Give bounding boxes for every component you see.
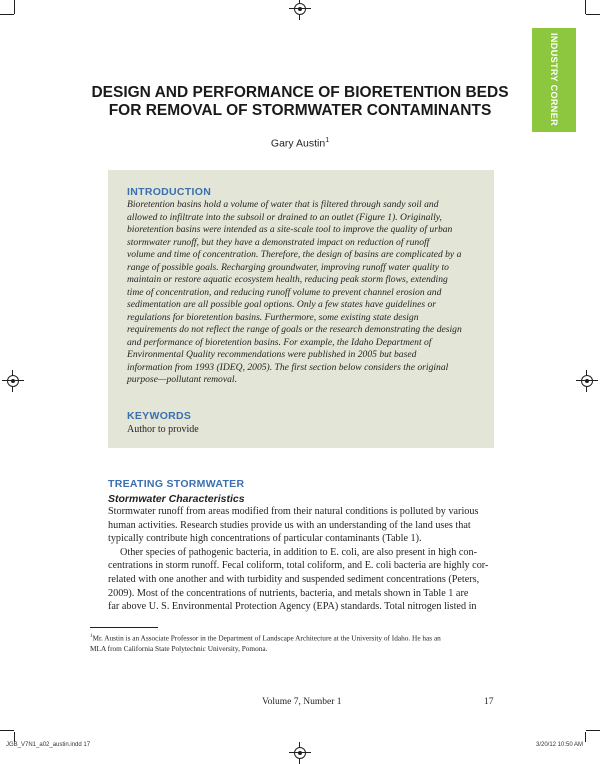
- introduction-text: [127, 199, 483, 387]
- section-subheading: Stormwater Characteristics: [108, 493, 245, 505]
- body-line: far above U. S. Environmental Protection Agency (EPA) standards. Total nitrogen listed in: [108, 601, 477, 613]
- registration-mark-bottom-icon: [293, 746, 307, 760]
- crop-mark-top-left: [0, 14, 14, 15]
- footnote: [90, 632, 510, 654]
- body-line: 2009). Most of the concentrations of nutrients, bacteria, and metals shown in Table 1 are: [108, 587, 469, 599]
- intro-line: information from 1993 (IDEQ, 2005). The first section below considers the original: [127, 361, 449, 373]
- crop-mark-bottom-right: [586, 730, 600, 731]
- intro-line: bioretention basins were intended as a site-scale tool to improve the quality of urban: [127, 224, 453, 235]
- body-line: Stormwater runoff from areas modified from their natural conditions is polluted by various: [108, 506, 479, 517]
- title-line-2: FOR REMOVAL OF STORMWATER CONTAMINANTS: [108, 102, 492, 119]
- keywords-heading: KEYWORDS: [127, 410, 192, 422]
- registration-mark-right-icon: [580, 374, 594, 388]
- title-line-1: DESIGN AND PERFORMANCE OF BIORETENTION BEDS: [91, 84, 509, 101]
- crop-mark-top-right-v: [585, 0, 586, 14]
- crop-mark-bottom-right-v: [585, 732, 586, 742]
- intro-line: allowed to infiltrate into the subsoil or drained to an outlet (Figure 1). Originally,: [127, 211, 442, 223]
- keywords-text: Author to provide: [127, 424, 199, 435]
- intro-line: and performance of bioretention basins. For example, the Idaho Department of: [127, 336, 432, 348]
- industry-corner-label: INDUSTRY CORNER: [549, 33, 559, 127]
- body-line: Other species of pathogenic bacteria, in addition to E. coli, are also present in high con-: [120, 546, 478, 558]
- registration-mark-left-icon: [6, 374, 20, 388]
- article-title: [90, 84, 510, 120]
- slug-file-name: JGB_V7N1_a02_austin.indd 17: [6, 742, 91, 748]
- page-number: 17: [484, 697, 494, 707]
- body-line: human activities. Research studies provide us with an understanding of the land uses that: [108, 519, 471, 531]
- crop-mark-top-left-v: [14, 0, 15, 14]
- crop-mark-bottom-left-v: [14, 732, 15, 742]
- author-footnote-mark: 1: [325, 137, 330, 144]
- slug-timestamp: 3/20/12 10:50 AM: [536, 742, 584, 748]
- intro-line: sedimentation are all possible goal options. Only a few states have guidelines or: [127, 299, 437, 310]
- body-line: related with one another and with turbidity and suspended sediment concentrations (Peters,: [108, 573, 480, 585]
- intro-line: range of possible goals. Recharging groundwater, improving runoff water quality to: [127, 261, 449, 273]
- body-line: typically contribute high concentrations of particular contaminants (Table 1).: [108, 533, 422, 545]
- introduction-heading: INTRODUCTION: [127, 186, 212, 198]
- footnote-line-1: $^1$Mr. Austin is an Associate Professor in the Department of Landscape Architecture at the University of Idaho. He has an: [90, 633, 441, 643]
- intro-line: regulations for bioretention basins. Furthermore, some existing state design: [127, 311, 419, 323]
- footnote-divider: [90, 627, 158, 628]
- intro-line: time of concentration, and reducing runoff volume to prevent channel erosion and: [127, 286, 442, 298]
- section-heading: TREATING STORMWATER: [108, 478, 245, 490]
- intro-line: stormwater runoff, but they have a demonstrated impact on reduction of runoff: [127, 236, 430, 248]
- crop-mark-bottom-left: [0, 730, 14, 731]
- intro-line: Bioretention basins hold a volume of water that is filtered through sandy soil and: [127, 199, 439, 210]
- intro-line: purpose—pollutant removal.: [127, 374, 237, 385]
- footnote-line-2: MLA from California State Polytechnic University, Pomona.: [90, 643, 268, 653]
- body-line: centrations in storm runoff. Fecal coliform, total coliform, and E. coli bacteria are highly cor-: [108, 560, 489, 572]
- author-name: Gary Austin: [270, 137, 326, 150]
- intro-line: volume and time of concentration. Therefore, the design of basins are complicated by a: [127, 249, 462, 260]
- author-byline: [90, 137, 510, 150]
- intro-line: maintain or restore aquatic ecosystem health, reducing peak storm flows, extending: [127, 274, 448, 285]
- intro-line: Environmental Quality recommendations were published in 2005 but based: [127, 349, 417, 360]
- issue-label: Volume 7, Number 1: [262, 697, 342, 707]
- crop-mark-top-right: [586, 14, 600, 15]
- footnote-mark: 1: [90, 634, 93, 639]
- intro-line: requirements do not reflect the range of goals or the research demonstrating the design: [127, 324, 462, 335]
- section-body: [108, 505, 498, 614]
- registration-mark-top-icon: [293, 2, 307, 16]
